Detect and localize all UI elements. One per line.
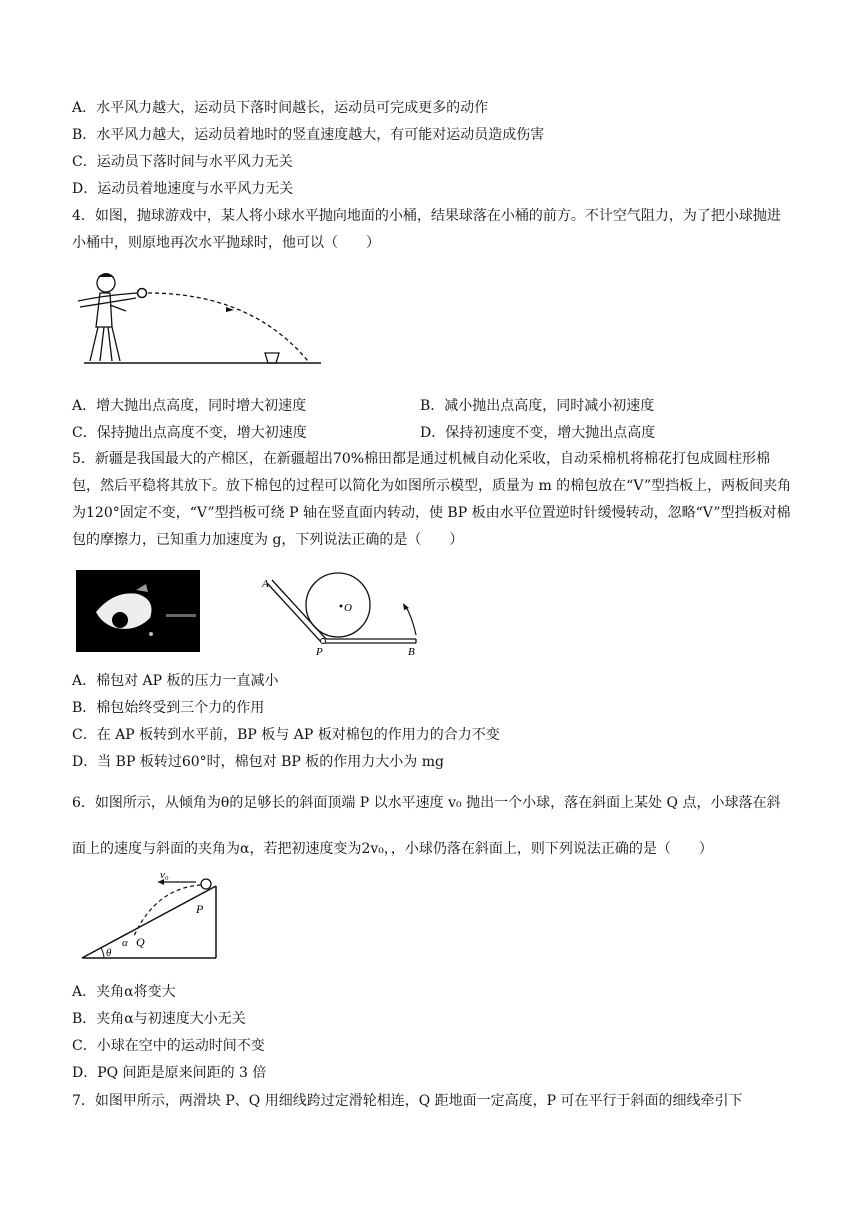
q5-stem: 5．新疆是我国最大的产棉区，在新疆超出70%棉田都是通过机械自动化采收，自动采棉机将棉花打包成圆柱形棉包，然后平稳将其放下。放下棉包的过程可以简化为如图所示模型，质量为 m 的棉包放在“V”型挡板上，两板间夹角为120°固定不变，“V”型挡板可绕 P 轴在竖直面内转动，使 BP 板由水平位置逆时针缓慢转动，忽略“V”型挡板对棉包的摩擦力，已知重力加速度为 g，下列说法正确的是（ ）: [72, 451, 792, 548]
q7-stem: 7．如图甲所示，两滑块 P、Q 用细线跨过定滑轮相连，Q 距地面一定高度，P 可在平行于斜面的细线牵引下: [72, 1093, 743, 1109]
q5-option-d: D．当 BP 板转过60°时，棉包对 BP 板的作用力大小为 mg: [72, 754, 444, 770]
q6-option-d: D．PQ 间距是原来间距的 3 倍: [72, 1065, 267, 1081]
q3-option-a: A．水平风力越大，运动员下落时间越长，运动员可完成更多的动作: [72, 100, 489, 116]
q3-option-d: D．运动员着地速度与水平风力无关: [72, 181, 294, 197]
q4-option-c: C．保持抛出点高度不变，增大初速度: [72, 425, 307, 441]
q6-label-alpha: α: [122, 937, 128, 949]
q6-stem: 6．如图所示，从倾角为θ的足够长的斜面顶端 P 以水平速度 v₀ 抛出一个小球，落在斜面上某处 Q 点，小球落在斜面上的速度与斜面的夹角为α，若把初速度变为2v₀，，小球仍落在斜面上，则下列说法正确的是（ ）: [72, 795, 781, 857]
q6-label-q: Q: [136, 935, 145, 949]
q5-photo: [76, 570, 200, 652]
q4-stem: 4．如图，抛球游戏中，某人将小球水平抛向地面的小桶，结果球落在小桶的前方。不计空气阻力，为了把小球抛进小桶中，则原地再次水平抛球时，他可以（ ）: [72, 208, 781, 251]
q3-option-b: B．水平风力越大，运动员着地时的竖直速度越大，有可能对运动员造成伤害: [72, 127, 545, 143]
q5-label-o: O: [344, 602, 352, 614]
q4-option-b: B．减小抛出点高度，同时减小初速度: [420, 398, 655, 414]
q6-figure: [76, 868, 226, 963]
q5-option-a: A．棉包对 AP 板的压力一直减小: [72, 673, 279, 689]
q5-option-b: B．棉包始终受到三个力的作用: [72, 700, 265, 716]
q6-option-c: C．小球在空中的运动时间不变: [72, 1038, 265, 1054]
q5-label-a: A: [262, 578, 269, 590]
q6-option-a: A．夹角α将变大: [72, 984, 176, 1000]
q6-label-theta: θ: [106, 947, 112, 959]
q6-option-b: B．夹角α与初速度大小无关: [72, 1011, 246, 1027]
q4-option-d: D．保持初速度不变，增大抛出点高度: [420, 425, 656, 441]
q5-option-c: C．在 AP 板转到水平前，BP 板与 AP 板对棉包的作用力的合力不变: [72, 727, 500, 743]
q5-label-p: P: [316, 646, 323, 657]
q6-label-p: P: [196, 902, 204, 916]
q4-option-a: A．增大抛出点高度，同时增大初速度: [72, 398, 307, 414]
q3-option-c: C．运动员下落时间与水平风力无关: [72, 154, 293, 170]
q6-label-v0: v₀: [160, 869, 169, 881]
q4-figure: [76, 265, 326, 370]
q5-label-b: B: [408, 646, 415, 657]
q5-figure: [250, 565, 430, 657]
